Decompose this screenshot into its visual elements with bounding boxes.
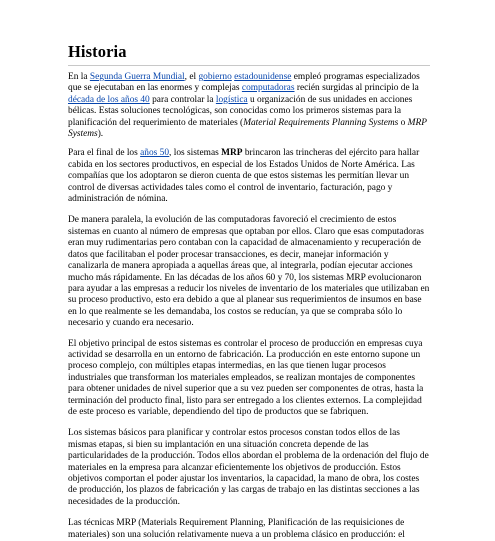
text-fragment: Para el final de los [68, 148, 141, 159]
bold-term: MRP [221, 148, 243, 159]
text-fragment: ). [97, 129, 104, 140]
paragraph-2 [68, 148, 430, 205]
paragraph-3: De manera paralela, la evolución de las computadoras favoreció el crecimiento de estos sistemas en cuanto al número de empresas que optaban por ellos. Claro que esas computadoras eran muy rudimentarias pero contaban con la capacidad de almacenamiento y recuperación de datos que facilitaban el poder procesar transacciones, es decir, manejar información y canalizarla de manera apropiada a aquellas áreas que, al integrarla, podían ejecutar acciones mucho más rápidamente. En las décadas de los años 60 y 70, los sistemas MRP evolucionaron para ayudar a las empresas a reducir los niveles de inventario de los materiales que utilizaban en su proceso productivo, esto era debido a que al planear sus requerimientos de insumos en base en lo que realmente se les demandaba, los costos se reducían, ya que se compraba sólo lo necesario y cuando era necesario. [68, 215, 430, 329]
paragraph-5: Los sistemas básicos para planificar y controlar estos procesos constan todos ellos de las mismas etapas, si bien su implantación en una situación concreta depende de las particularidades de la producción. Todos ellos abordan el problema de la ordenación del flujo de materiales en la empresa para alcanzar eficientemente los objetivos de producción. Estos objetivos comportan el poder ajustar los inventarios, la capacidad, la mano de obra, los costes de producción, los plazos de fabricación y las cargas de trabajo en las distintas secciones a las necesidades de la producción. [68, 428, 429, 507]
link-decada-anos-40[interactable]: década de los años 40 [68, 94, 150, 105]
paragraph-6: Las técnicas MRP (Materials Requirement Planning, Planificación de las requisiciones de materiales) son una solución relativamente nueva a un problema clásico en producción: el [68, 518, 405, 540]
text-fragment: , los sistemas [169, 148, 222, 159]
paragraph-4: El objetivo principal de estos sistemas es controlar el proceso de producción en empresas cuya actividad se desarrolla en un entorno de fabricación. La producción en este entorno supone un proceso complejo, con múltiples etapas intermedias, en las que tienen lugar procesos industriales que transforman los materiales empleados, se realizan montajes de componentes para obtener unidades de nivel superior que a su vez pueden ser componentes de otras, hasta la terminación del producto final, listo para ser entregado a los clientes externos. La complejidad de este proceso es variable, dependiendo del tipo de productos que se fabriquen. [68, 338, 424, 417]
text-fragment: empleó programas especializados que se ejecutaban en las enormes y complejas [68, 72, 420, 94]
paragraph-1 [68, 72, 430, 140]
text-fragment: brincaron las trincheras del ejército para hallar cabida en los sectores productivos, en especial de los Estados Unidos de Norte América. Las compañías que los adoptaron se dieron cuenta de que estos sistemas les permitían llevar un control de diversas actividades tales como el control de inventario, facturación, pago y administración de nómina. [68, 148, 420, 205]
link-segunda-guerra-mundial[interactable]: Segunda Guerra Mundial [89, 72, 185, 82]
text-fragment: o [398, 117, 408, 128]
text-fragment: , el [184, 72, 199, 82]
link-logistica[interactable]: logística [215, 94, 248, 105]
link-gobierno[interactable]: gobierno [198, 72, 232, 82]
link-computadoras[interactable]: computadoras [241, 83, 295, 94]
text-fragment: recién surgidas al principio de la [294, 83, 419, 94]
italic-term: MRP Systems [68, 117, 427, 140]
heading-divider [68, 65, 430, 66]
italic-term: Material Requirements Planning Systems [243, 117, 399, 128]
text-fragment: para controlar la [149, 94, 216, 105]
link-anos-50[interactable]: años 50 [140, 148, 170, 159]
article-page [68, 0, 430, 541]
link-estadounidense[interactable]: estadounidense [234, 72, 292, 82]
text-fragment: u organización de sus unidades en acciones bélicas. Estas soluciones tecnológicas, son conocidas como los primeros sistemas para la planificación del requerimiento de materiales ( [68, 94, 413, 128]
text-fragment: En la [68, 72, 90, 82]
section-heading: Historia [68, 42, 127, 61]
